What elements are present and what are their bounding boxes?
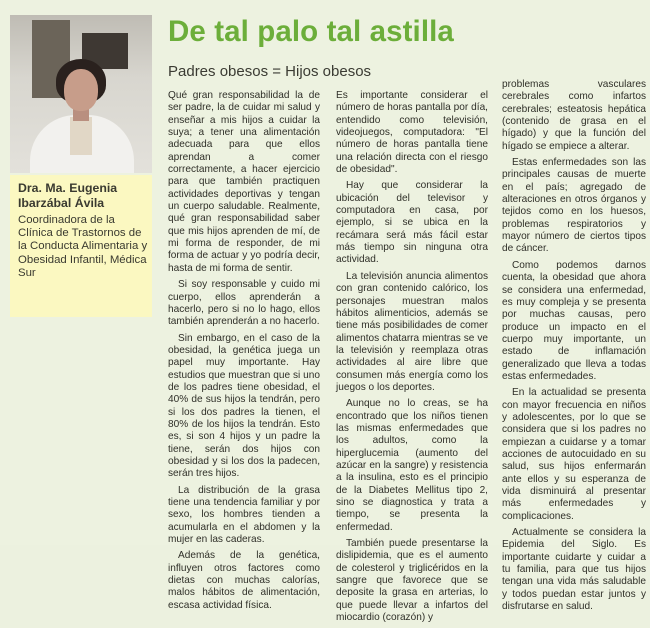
paragraph: Actualmente se considera la Epidemia del Siglo. Es importante cuidarte y cuidar a tu familia, para que tus hijos tengan una vida más saludable y todos puedan estar juntos y disfrutarse en salud. — [502, 527, 646, 613]
paragraph: Estas enfermedades son las principales causas de muerte en el país; agregado de alteraciones en otros órganos y tejidos como en los huesos, problemas respiratorios y mayor número de ciertos tipos de cáncer. — [502, 157, 646, 255]
paragraph: Es importante considerar el número de horas pantalla por día, entendido como televisión, videojuegos, computadora: "El número de horas pantalla tiene una relación directa con el riesgo de obesidad". — [336, 90, 488, 176]
photo-shirt — [70, 117, 92, 155]
paragraph: La distribución de la grasa tiene una tendencia familiar y por sexo, los hombres tienden a acumularla en el abdomen y la mujer en las caderas. — [168, 484, 320, 546]
paragraph: Sin embargo, en el caso de la obesidad, la genética juega un papel muy importante. Hay estudios que muestran que si uno de los padres tiene obesidad, el 40% de sus hijos la tendrán, pero si los dos padres la tienen, el 80% de los hijos la tendrán. Esto es, si son 4 hijos y un padre la tiene, serán dos hijos con obesidad y si los dos la padecen, serán tres hijos. — [168, 332, 320, 480]
paragraph: Si soy responsable y cuido mi cuerpo, ellos aprenderán a hacerlo, pero si no lo hago, ellos también aprenderán a no hacerlo. — [168, 279, 320, 328]
paragraph: Aunque no lo creas, se ha encontrado que los niños tienen las mismas enfermedades que los adultos, como la hiperglucemia (aumento del azúcar en la sangre) y resistencia a la insulina, esto es el principio de la Diabetes Mellitus tipo 2, sino se diagnostica y trata a tiempo, se presenta la enfermedad. — [336, 398, 488, 533]
photo-face — [64, 69, 98, 111]
author-photo — [10, 15, 152, 173]
paragraph: Además de la genética, influyen otros factores como dietas con muchas calorías, malos hábitos de alimentación, escasa actividad física. — [168, 550, 320, 611]
author-name: Dra. Ma. Eugenia Ibarzábal Ávila — [18, 181, 118, 210]
paragraph: En la actualidad se presenta con mayor frecuencia en niños y adolescentes, por lo que se considera que si los padres no empiezan a cuidarse y a tomar acciones de autocuidado en su salud, sus hijos enfermarán ante ellos y su esperanza de vida disminuirá al presentar más enfermedades y complicaciones. — [502, 387, 646, 522]
author-role: Coordinadora de la Clínica de Trastornos de la Conducta Alimentaria y Obesidad Infantil, Médica Sur — [18, 214, 148, 279]
paragraph: Hay que considerar la ubicación del televisor y computadora en casa, por ejemplo, si se ubica en la recámara será más fácil estar más tiempo sin ninguna otra actividad. — [336, 180, 488, 266]
paragraph: Qué gran responsabilidad la de ser padre, la de cuidar mi salud y enseñar a mis hijos a cuidar la suya; a tener una alimentación adecuada para que ellos aprendan a comer correctamente, a hacer ejercicio para que también practiquen actividades deportivas y tengan un cuerpo saludable. Realmente, qué gran responsabilidad saber que mis hijos aprenden de mí, de mi forma de responder, de mi forma de actuar y yo podría decir, hasta de mi forma de sentir. — [168, 90, 320, 274]
paragraph: problemas vasculares cerebrales como infartos cerebrales; esteatosis hepática (contenido de grasa en el hígado) y que la función del hígado se empiece a alterar. — [502, 79, 646, 152]
article-title: De tal palo tal astilla — [168, 15, 454, 48]
author-caption — [10, 175, 152, 317]
text-column-1 — [168, 90, 320, 616]
text-column-2 — [336, 90, 488, 628]
paragraph: Como podemos darnos cuenta, la obesidad que ahora se considera una enfermedad, es muy compleja y se presenta por muchas causas, pero produce un impacto en el cuerpo muy importante, un estado de inflamación generalizado que lleva a todas estas enfermedades. — [502, 259, 646, 382]
text-column-3 — [502, 79, 646, 617]
paragraph: La televisión anuncia alimentos con gran contenido calórico, los personajes muestran malos hábitos alimenticios, además se tiene más posibilidades de comer alimentos chatarra mientras se ve la televisión y reemplaza otras actividades al aire libre que consumen más energía como los juegos o los deportes. — [336, 270, 488, 393]
article-subtitle: Padres obesos = Hijos obesos — [168, 63, 372, 80]
paragraph: También puede presentarse la dislipidemia, que es el aumento de colesterol y triglicéridos en la sangre que favorece que se deposite la grasa en arterias, lo que puede llevar a infartos del miocardio (corazón) y — [336, 538, 488, 624]
